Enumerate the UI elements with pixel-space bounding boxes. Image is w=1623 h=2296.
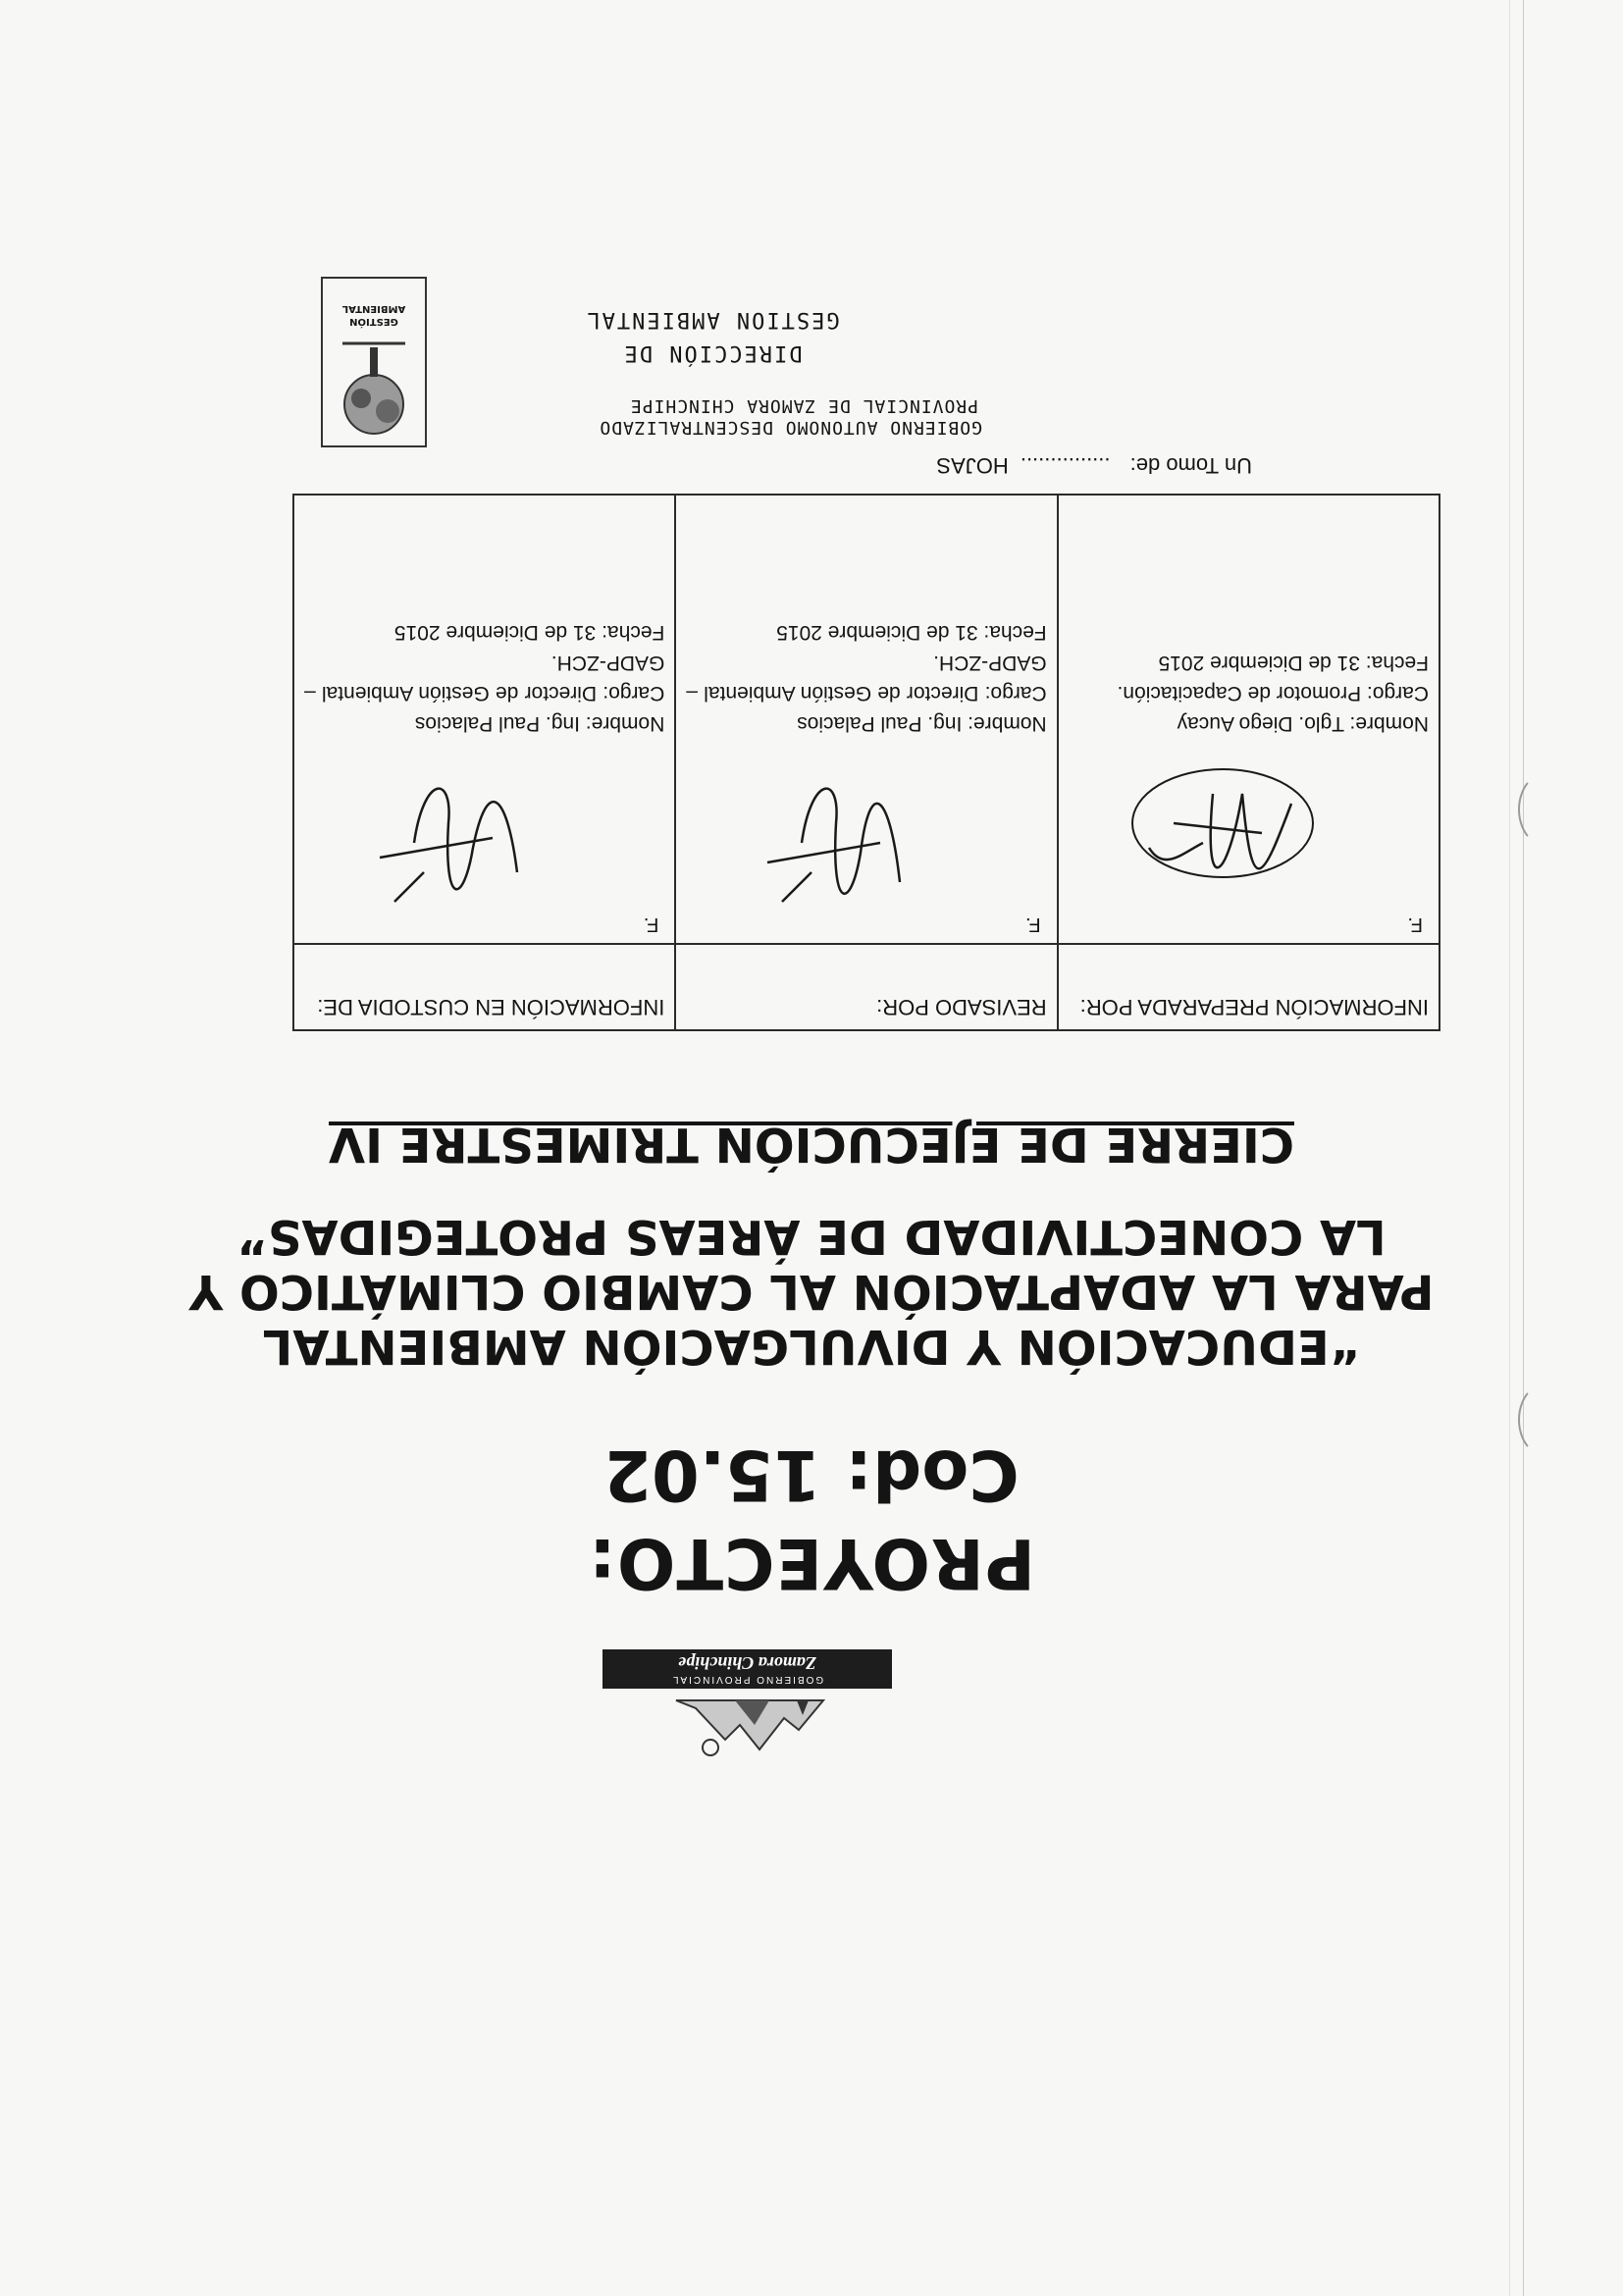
signer-role: Cargo: Director de Gestión Ambiental – GADP-ZCH. — [304, 652, 665, 704]
volume-label: Un Tomo de: — [1129, 453, 1252, 478]
stamp-line: DIRECCIÓN DE — [622, 340, 803, 365]
signoff-table — [292, 494, 1440, 1031]
punch-hole-bottom — [1518, 773, 1571, 846]
stamp-line: GESTION AMBIENTAL — [585, 307, 840, 332]
stamp-department — [443, 302, 982, 369]
header-reviewed-by: REVISADO POR: — [675, 944, 1057, 1030]
brand-banner — [602, 1649, 892, 1689]
handwritten-signature — [360, 755, 556, 941]
volume-dots: ............... — [1020, 453, 1111, 478]
handwritten-signature — [1125, 755, 1321, 941]
signoff-cell-reviewed — [675, 495, 1057, 944]
signer-name: Nombre: Tglo. Diego Aucay — [1177, 712, 1429, 735]
tree-icon — [323, 330, 425, 445]
project-code: Cod: 15.02 — [603, 1435, 1020, 1515]
brand-org-name: Zamora Chinchipe — [678, 1653, 816, 1673]
volume-count-line — [936, 452, 1252, 478]
brand-org-line: GOBIERNO PROVINCIAL — [670, 1674, 824, 1685]
signature-label: F. — [1407, 913, 1423, 935]
signer-name: Nombre: Ing. Paul Palacios — [797, 712, 1047, 735]
closing-heading: CIERRE DE EJECUCIÓN TRIMESTRE IV — [329, 1117, 1294, 1172]
stamp-line: GOBIERNO AUTONOMO DESCENTRALIZADO — [599, 417, 982, 438]
project-title-line: LA CONECTIVIDAD DE ÁREAS PROTEGIDAS” — [236, 1209, 1387, 1264]
sign-date: Fecha: 31 de Diciembre 2015 — [393, 621, 665, 644]
mountain-landscape-icon — [671, 1691, 828, 1769]
signature-label: F. — [1025, 913, 1041, 935]
stamp-line: PROVINCIAL DE ZAMORA CHINCHIPE — [629, 395, 978, 416]
logo-caption: GESTIÓN AMBIENTAL — [341, 303, 406, 327]
handwritten-signature — [743, 755, 939, 941]
header-custody-of: INFORMACIÓN EN CUSTODIA DE: — [293, 944, 675, 1030]
volume-unit: HOJAS — [936, 453, 1009, 478]
official-stamp — [341, 214, 982, 447]
signer-role: Cargo: Promotor de Capacitación. — [1117, 682, 1429, 704]
project-label: PROYECTO: — [587, 1523, 1036, 1603]
signoff-cell-custody — [293, 495, 675, 944]
signer-name: Nombre: Ing. Paul Palacios — [414, 712, 665, 735]
project-title-line: PARA LA ADAPTACIÓN AL CAMBIO CLIMÁTICO Y — [188, 1264, 1435, 1319]
signature-label: F. — [643, 913, 659, 935]
sign-date: Fecha: 31 de Diciembre 2015 — [1158, 652, 1429, 674]
provincial-government-logo — [602, 1649, 892, 1765]
project-title-line: “EDUCACIÓN Y DIVULGACIÓN AMBIENTAL — [262, 1319, 1361, 1374]
environmental-logo — [321, 277, 427, 447]
header-prepared-by: INFORMACIÓN PREPARADA POR: — [1058, 944, 1440, 1030]
project-title — [0, 1209, 1623, 1374]
stamp-org-text — [443, 394, 982, 438]
sign-date: Fecha: 31 de Diciembre 2015 — [776, 621, 1047, 644]
signoff-cell-prepared — [1058, 495, 1440, 944]
signer-role: Cargo: Director de Gestión Ambiental – GADP-ZCH. — [686, 652, 1047, 704]
